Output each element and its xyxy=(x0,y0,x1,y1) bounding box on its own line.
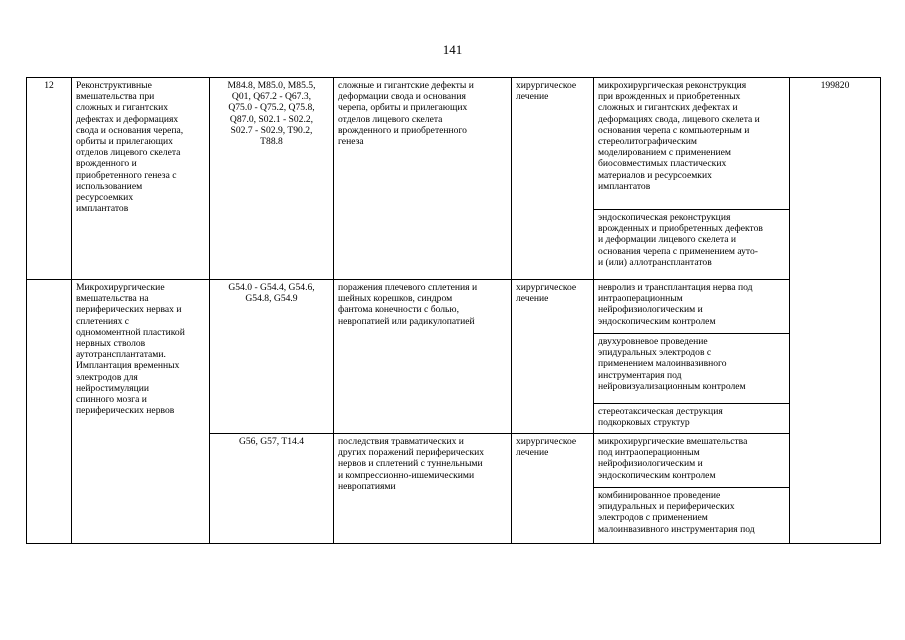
medical-care-table xyxy=(26,77,881,544)
treatment-method-cell xyxy=(594,78,790,210)
diagnosis-codes: M84.8, M85.0, M85.5, Q01, Q67.2 - Q67.3, Q75.0 - Q75.2, Q75.8, Q87.0, S02.1 - S02.2, S02.7 - S02.9, T90.2, T88.8 xyxy=(227,80,316,148)
diagnosis-codes: G56, G57, T14.4 xyxy=(238,436,305,447)
treatment-type: хирургическое лечение xyxy=(516,436,577,459)
treatment-method: микрохирургические вмешательства под интраоперационным нейрофизиологическим и эндоскопическим контролем xyxy=(598,436,748,481)
treatment-method: комбинированное проведение эпидуральных и периферических электродов с применением малоинвазивного инструментария под xyxy=(598,490,755,535)
treatment-type-cell xyxy=(512,434,594,544)
patient-model-cell xyxy=(334,434,512,544)
treatment-method: невролиз и трансплантация нерва под интраоперационным нейрофизиологическим и эндоскопическим контролем xyxy=(598,282,753,327)
treatment-method: микрохирургическая реконструкция при врожденных и приобретенных сложных и гигантских дефектах и деформациях свода, лицевого скелета и основания черепа с компьютерным и стереолитографическим моделированием с применением биосовместимых пластических материалов и ресурсоемких имплантатов xyxy=(598,80,760,192)
diagnosis-codes-cell xyxy=(210,434,334,544)
row-number-cell xyxy=(27,280,72,544)
row-number-cell xyxy=(27,78,72,280)
diagnosis-codes: G54.0 - G54.4, G54.6, G54.8, G54.9 xyxy=(228,282,315,305)
patient-model-cell xyxy=(334,280,512,434)
row-number: 12 xyxy=(44,80,54,91)
patient-model: последствия травматических и других поражений периферических нервов и сплетений с туннельными и компрессионно-ишемическими невропатиями xyxy=(338,436,485,492)
patient-model: поражения плечевого сплетения и шейных корешков, синдром фантома конечности с болью, невропатией или радикулопатией xyxy=(338,282,478,327)
diagnosis-codes-cell xyxy=(210,78,334,280)
patient-model: сложные и гигантские дефекты и деформации свода и основания черепа, орбиты и прилегающих отделов лицевого скелета врожденного и приобретенного генеза xyxy=(338,80,474,148)
treatment-method: стереотаксическая деструкция подкорковых структур xyxy=(598,406,723,429)
treatment-method-cell xyxy=(594,280,790,334)
cost-cell xyxy=(790,78,881,544)
treatment-method-cell xyxy=(594,334,790,404)
group-name: Микрохирургические вмешательства на периферических нервах и сплетениях с одномоментной пластикой нервных стволов аутотрансплантатами. Имплантация временных электродов для нейростимуляции спинного мозга и периферических нервов xyxy=(76,282,185,417)
group-name: Реконструктивные вмешательства при сложных и гигантских дефектах и деформациях свода и основания черепа, орбиты и прилегающих отделов лицевого скелета врожденного и приобретенного генеза с использованием ресурсоемких имплантатов xyxy=(76,80,184,215)
treatment-type: хирургическое лечение xyxy=(516,282,577,305)
treatment-method-cell xyxy=(594,404,790,434)
treatment-type: хирургическое лечение xyxy=(516,80,577,103)
table-row xyxy=(27,78,881,210)
treatment-method: эндоскопическая реконструкция врожденных и приобретенных дефектов и деформации лицевого скелета и основания черепа с применением ауто- и (или) аллотрансплантатов xyxy=(598,212,763,268)
table-row xyxy=(27,280,881,334)
page-number: 141 xyxy=(442,42,463,57)
cost-value: 199820 xyxy=(820,80,850,91)
patient-model-cell xyxy=(334,78,512,280)
treatment-method-cell xyxy=(594,210,790,280)
treatment-method-cell xyxy=(594,488,790,544)
group-name-cell xyxy=(72,280,210,544)
treatment-type-cell xyxy=(512,280,594,434)
treatment-method: двухуровневое проведение эпидуральных электродов с применением малоинвазивного инструментария под нейровизуализационным контролем xyxy=(598,336,746,392)
treatment-type-cell xyxy=(512,78,594,280)
treatment-method-cell xyxy=(594,434,790,488)
group-name-cell xyxy=(72,78,210,280)
diagnosis-codes-cell xyxy=(210,280,334,434)
